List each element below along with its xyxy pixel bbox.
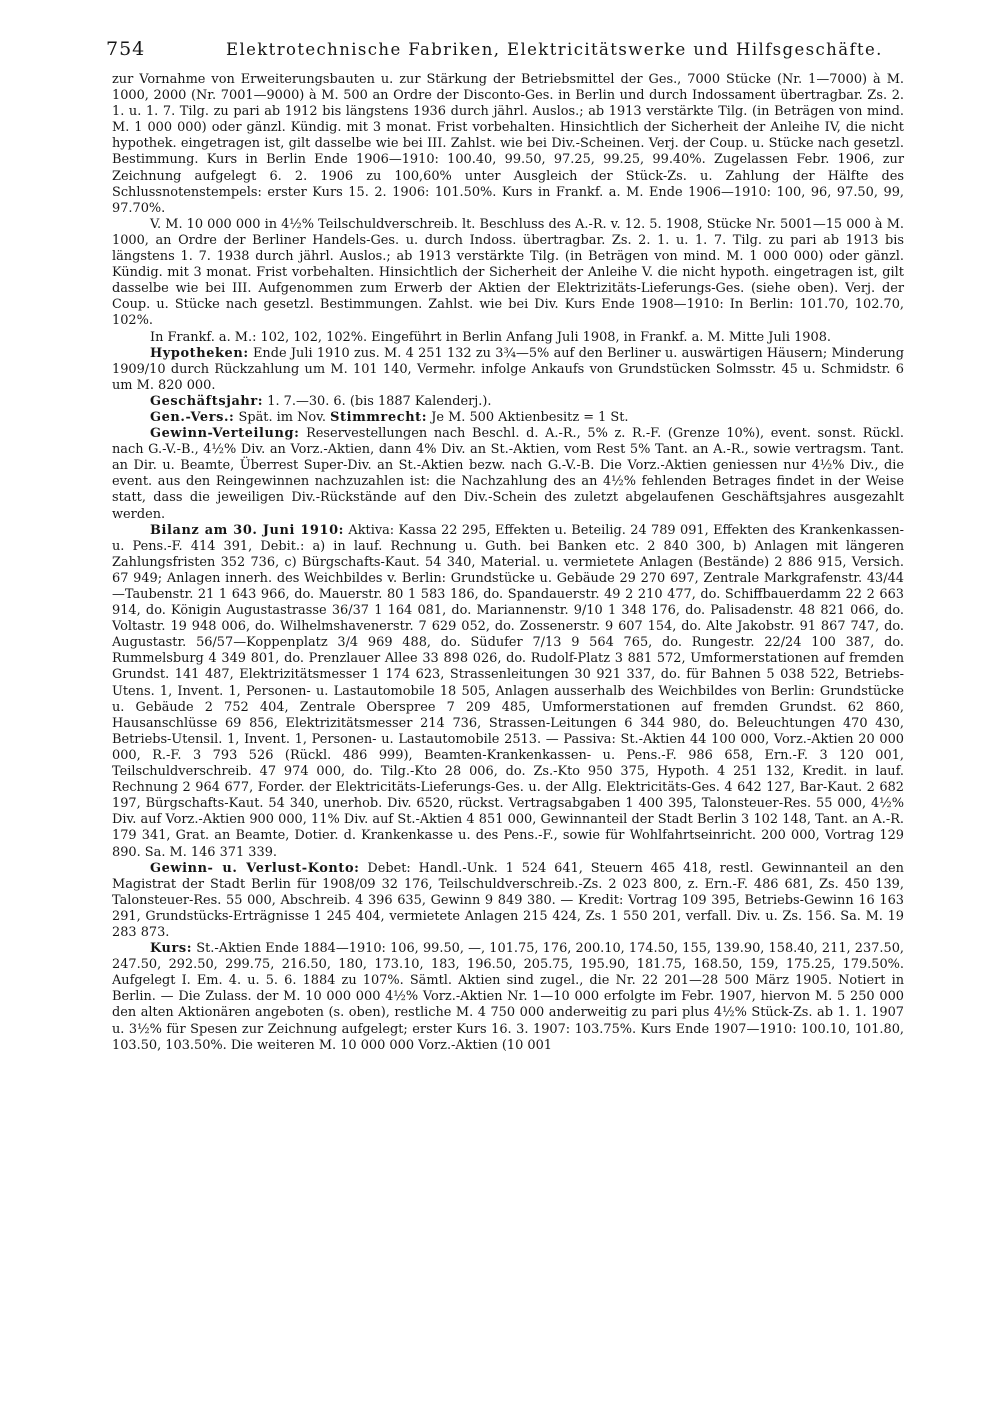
paragraph-bilanz: [112, 523, 904, 861]
section-heading: Bilanz am 30. Juni 1910:: [150, 522, 344, 538]
paragraph-text: V. M. 10 000 000 in 4½% Teilschuldverschreib. lt. Beschluss des A.-R. v. 12. 5. 1908, Stücke Nr. 5001—15 000 à M. 1000, an Ordre der Berliner Handels-Ges. u. durch Indoss. übertragbar. Zs. 2. 1. u. 1. 7. Tilg. zu pari ab 1913 bis längstens 1. 7. 1938 durch jährl. Auslos.; ab 1913 verstärkte Tilg. (in Beträgen von mind. M. 1 000 000) oder gänzl. Kündig. mit 3 monat. Frist vorbehalten. Hinsichtlich der Sicherheit der Anleihe V. die nicht hypoth. eingetragen ist, gilt dasselbe wie bei III. Aufgenommen zum Erwerb der Aktien der Elektrizitäts-Lieferungs-Ges. (siehe oben). Verj. der Coup. u. Stücke nach gesetzl. Bestimmungen. Zahlst. wie bei Div. Kurs Ende 1908—1910: In Berlin: 101.70, 102.70, 102%.: [112, 216, 904, 329]
paragraph-kurs-frankfurt: [112, 330, 904, 346]
paragraph-text: zur Vornahme von Erweiterungsbauten u. zur Stärkung der Betriebsmittel der Ges., 7000 Stücke (Nr. 1—7000) à M. 1000, 2000 (Nr. 7001—9000) à M. 500 an Ordre der Disconto-Ges. in Berlin und durch Indossament übertragbar. Zs. 2. 1. u. 1. 7. Tilg. zu pari ab 1912 bis längstens 1936 durch jährl. Auslos.; ab 1913 verstärkte Tilg. (in Beträgen von mind. M. 1 000 000) oder gänzl. Kündig. mit 3 monat. Frist vorbehalten. Hinsichtlich der Sicherheit der Anleihe IV, die nicht hypothek. eingetragen ist, gilt dasselbe wie bei III. Zahlst. wie bei Div.-Scheinen. Verj. der Coup. u. Stücke nach gesetzl. Bestimmung. Kurs in Berlin Ende 1906—1910: 100.40, 99.50, 97.25, 99.25, 99.40%. Zugelassen Febr. 1906, zur Zeichnung aufgelegt 6. 2. 1906 zu 100,60% unter Ausgleich der Stück-Zs. u. Zahlung der Hälfte des Schlussnotenstempels: erster Kurs 15. 2. 1906: 101.50%. Kurs in Frankf. a. M. Ende 1906—1910: 100, 96, 97.50, 99, 97.70%.: [112, 72, 904, 216]
paragraph-text: Je M. 500 Aktienbesitz = 1 St.: [431, 409, 629, 425]
paragraph-gen-vers: [112, 410, 904, 426]
section-heading: Gewinn- u. Verlust-Konto:: [150, 860, 360, 876]
paragraph-geschaeftsjahr: [112, 394, 904, 410]
paragraph-gewinn-verteilung: [112, 426, 904, 523]
section-heading: Stimmrecht:: [330, 409, 428, 425]
paragraph-anleihe-v: [112, 217, 904, 330]
paragraph-text: Debet: Handl.-Unk. 1 524 641, Steuern 465 418, restl. Gewinnanteil an den Magistrat der Stadt Berlin für 1908/09 32 176, Teilschuldverschreib.-Zs. 2 023 800, z. Ern.-F. 486 681, Zs. 450 139, Talonsteuer-Res. 55 000, Abschreib. 4 396 635, Gewinn 9 849 380. — Kredit: Vortrag 109 395, Betriebs-Gewinn 16 163 291, Grundstücks-Erträgnisse 1 245 404, vermietete Anlagen 215 424, Zs. 1 550 201, verfall. Div. u. Zs. 156. Sa. M. 19 283 873.: [112, 860, 904, 940]
running-title: Elektrotechnische Fabriken, Elektricitätswerke und Hilfsgeschäfte.: [226, 40, 883, 59]
paragraph-text: St.-Aktien Ende 1884—1910: 106, 99.50, —, 101.75, 176, 200.10, 174.50, 155, 139.90, 158.40, 211, 237.50, 247.50, 292.50, 299.75, 216.50, 180, 173.10, 183, 196.50, 205.75, 195.90, 181.75, 168.50, 159, 175.25, 179.50%. Aufgelegt I. Em. 4. u. 5. 6. 1884 zu 107%. Sämtl. Aktien sind zugel., die Nr. 22 201—28 500 März 1905. Notiert in Berlin. — Die Zulass. der M. 10 000 000 4½% Vorz.-Aktien Nr. 1—10 000 erfolgte im Febr. 1907, hiervon M. 5 250 000 den alten Aktionären angeboten (s. oben), restliche M. 4 750 000 anderweitig zu pari plus 4½% Stück-Zs. ab 1. 1. 1907 u. 3½% für Spesen zur Zeichnung aufgelegt; erster Kurs 16. 3. 1907: 103.75%. Kurs Ende 1907—1910: 100.10, 101.80, 103.50, 103.50%. Die weiteren M. 10 000 000 Vorz.-Aktien (10 001: [112, 941, 904, 1053]
page: [106, 34, 904, 1054]
paragraph-text: Spät. im Nov.: [238, 409, 326, 425]
paragraph-text: Reservestellungen nach Beschl. d. A.-R., 5% z. R.-F. (Grenze 10%), event. sonst. Rückl. nach G.-V.-B., 4½% Div. an Vorz.-Aktien, dann 4% Div. an St.-Aktien, vom Rest 5% Tant. an A.-R., sowie vertragsm. Tant. an Dir. u. Beamte, Überrest Super-Div. an St.-Aktien bezw. nach G.-V.-B. Die Vorz.-Aktien geniessen nur 4½% Div., die event. aus den Reingewinnen nachzuzahlen ist: die Nachzahlung des an 4½% fehlenden Betrages findet in der Weise statt, dass die jeweiligen Div.-Rückstände auf den Div.-Schein des zuletzt abgelaufenen Geschäftsjahres ausgezahlt werden.: [112, 426, 904, 522]
paragraph-kurs: [112, 941, 904, 1054]
paragraph-text: In Frankf. a. M.: 102, 102, 102%. Eingeführt in Berlin Anfang Juli 1908, in Frankf. a. M. Mitte Juli 1908.: [150, 329, 831, 345]
body-text: [112, 72, 904, 1054]
paragraph-text: 1. 7.—30. 6. (bis 1887 Kalenderj.).: [267, 393, 492, 409]
running-head: [106, 34, 904, 64]
paragraph-hypotheken: [112, 346, 904, 394]
paragraph-text: Aktiva: Kassa 22 295, Effekten u. Beteilig. 24 789 091, Effekten des Krankenkassen- u. Pens.-F. 414 391, Debit.: a) in lauf. Rechnung u. Guth. bei Banken etc. 2 840 300, b) Anlagen mit längeren Zahlungsfristen 352 736, c) Bürgschafts-Kaut. 54 340, Material. u. vermietete Anlagen (Bestände) 2 886 915, Versich. 67 949; Anlagen innerh. des Weichbildes v. Berlin: Grundstücke u. Gebäude 29 270 697, Zentrale Markgrafenstr. 43/44—Taubenstr. 21 1 643 966, do. Mauerstr. 80 1 583 186, do. Spandauerstr. 49 2 210 477, do. Schiffbauerdamm 22 2 663 914, do. Königin Augustastrasse 36/37 1 164 081, do. Mariannenstr. 9/10 1 348 176, do. Palisadenstr. 48 821 066, do. Voltastr. 19 948 006, do. Wilhelmshavenerstr. 7 629 052, do. Zossenerstr. 9 607 154, do. Alte Jakobstr. 91 867 747, do. Augustastr. 56/57—Koppenplatz 3/4 969 488, do. Südufer 7/13 9 564 765, do. Rungestr. 22/24 100 387, do. Rummelsburg 4 349 801, do. Prenzlauer Allee 33 898 026, do. Rudolf-Platz 3 881 572, Umformerstationen auf fremden Grundst. 141 487, Elektrizitätsmesser 1 174 623, Strassenleitungen 30 921 337, do. für Bahnen 5 038 522, Betriebs-Utens. 1, Invent. 1, Personen- u. Lastautomobile 18 505, Anlagen ausserhalb des Weichbildes von Berlin: Grundstücke u. Gebäude 2 752 404, Zentrale Oberspree 7 209 485, Umformerstationen auf fremden Grundst. 62 860, Hausanschlüsse 69 856, Elektrizitätsmesser 214 736, Strassen-Leitungen 6 344 980, do. Beleuchtungen 470 430, Betriebs-Utensil. 1, Invent. 1, Personen- u. Lastautomobile 2513. — Passiva: St.-Aktien 44 100 000, Vorz.-Aktien 20 000 000, R.-F. 3 793 526 (Rückl. 486 999), Beamten-Krankenkassen- u. Pens.-F. 986 658, Ern.-F. 3 120 001, Teilschuldverschreib. 47 974 000, do. Tilg.-Kto 28 006, do. Zs.-Kto 950 375, Hypoth. 4 251 132, Kredit. in lauf. Rechnung 2 964 677, Forder. der Elektricitäts-Lieferungs-Ges. u. der Allg. Elektricitäts-Ges. 4 642 127, Bar-Kaut. 2 682 197, Bürgschafts-Kaut. 54 340, unerhob. Div. 6520, rückst. Vertragsabgaben 1 400 395, Talonsteuer-Res. 55 000, 4½% Div. auf Vorz.-Aktien 900 000, 11% Div. auf St.-Aktien 4 851 000, Gewinnanteil der Stadt Berlin 3 102 148, Tant. an A.-R. 179 341, Grat. an Beamte, Dotier. d. Krankenkasse u. des Pens.-F., sowie für Wohlfahrtseinricht. 200 000, Vortrag 129 890. Sa. M. 146 371 339.: [112, 522, 904, 860]
section-heading: Geschäftsjahr:: [150, 393, 264, 409]
section-heading: Gen.-Vers.:: [150, 409, 235, 425]
paragraph-anleihe-iv: [112, 72, 904, 217]
section-heading: Gewinn-Verteilung:: [150, 426, 300, 442]
page-number: 754: [106, 38, 146, 60]
section-heading: Hypotheken:: [150, 345, 249, 361]
paragraph-text: Ende Juli 1910 zus. M. 4 251 132 zu 3¾—5% auf den Berliner u. auswärtigen Häusern; Minderung 1909/10 durch Rückzahlung um M. 101 140, Vermehr. infolge Ankaufs von Grundstücken Solmsstr. 45 u. Schmidstr. 6 um M. 820 000.: [112, 345, 904, 393]
section-heading: Kurs:: [150, 941, 193, 957]
paragraph-gewinn-verlust: [112, 861, 904, 941]
